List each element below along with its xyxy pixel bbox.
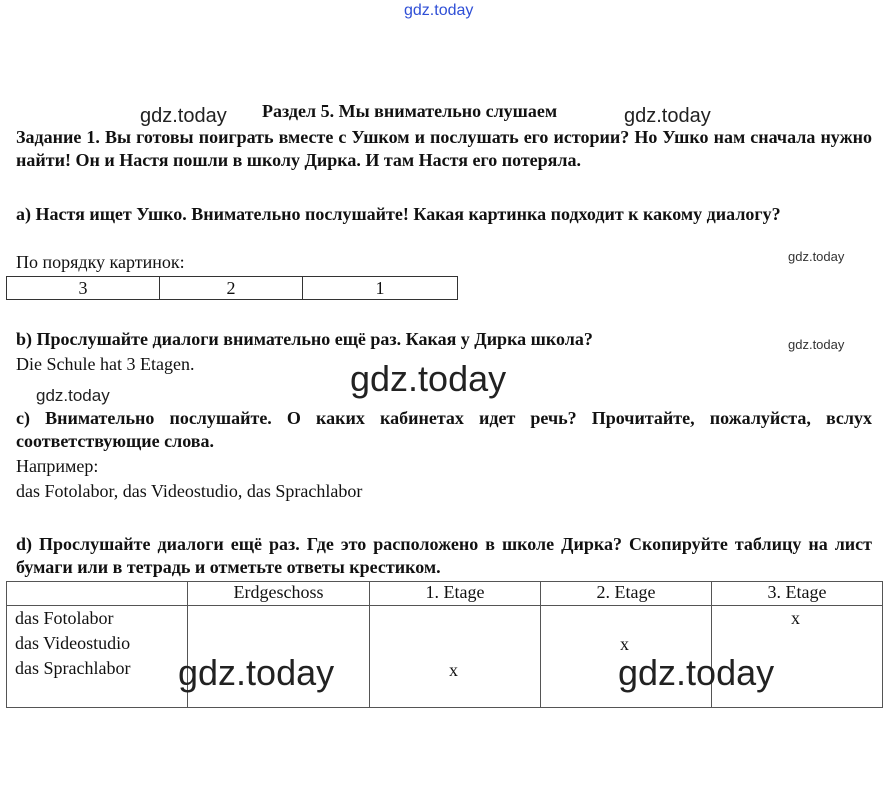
watermark-top: gdz.today: [404, 2, 474, 19]
task-a-question: а) Настя ищет Ушко. Внимательно послушайте! Какая картинка подходит к какому диалогу?: [16, 204, 781, 224]
row-label-videostudio: das Videostudio: [15, 633, 131, 653]
column-header-etage-1: 1. Etage: [370, 582, 541, 606]
row-label-fotolabor: das Fotolabor: [15, 608, 114, 628]
task-d-question: d) Прослушайте диалоги ещё раз. Где это расположено в школе Дирка? Скопируйте таблицу на лист бумаги или в тетрадь и отметьте ответы крестиком.: [16, 534, 872, 577]
mark-videostudio-etage-2: x: [620, 634, 629, 654]
order-cell: 3: [7, 277, 160, 300]
task-c-answer: das Fotolabor, das Videostudio, das Sprachlabor: [16, 481, 363, 501]
column-header-empty: [7, 582, 188, 606]
mark-fotolabor-etage-3: x: [791, 608, 800, 628]
row-labels-cell: [7, 606, 188, 708]
watermark-side-1: gdz.today: [788, 249, 845, 264]
task-b-answer: Die Schule hat 3 Etagen.: [16, 354, 195, 374]
picture-order-table: [6, 276, 458, 300]
task-c-question: c) Внимательно послушайте. О каких кабинетах идет речь? Прочитайте, пожалуйста, вслух соответствующие слова.: [16, 408, 872, 451]
order-cell: 2: [160, 277, 303, 300]
intro-paragraph: Задание 1. Вы готовы поиграть вместе с Ушком и послушать его истории? Но Ушко нам сначала нужно найти! Он и Настя пошли в школу Дирка. И там Настя его потеряла.: [16, 127, 872, 170]
watermark-bottom-left: gdz.today: [178, 652, 335, 693]
column-header-etage-2: 2. Etage: [541, 582, 712, 606]
watermark-mid-left: gdz.today: [36, 386, 110, 405]
watermark-bottom-right: gdz.today: [618, 652, 775, 693]
watermark-side-2: gdz.today: [788, 337, 845, 352]
row-label-sprachlabor: das Sprachlabor: [15, 658, 131, 678]
cell-etage-1: [370, 606, 541, 708]
watermark-header-right: gdz.today: [624, 105, 711, 127]
section-title: Раздел 5. Мы внимательно слушаем: [262, 101, 558, 121]
task-b-question: b) Прослушайте диалоги внимательно ещё раз. Какая у Дирка школа?: [16, 329, 593, 349]
task-a-label: По порядку картинок:: [16, 252, 185, 272]
watermark-big-center: gdz.today: [350, 358, 507, 399]
mark-sprachlabor-etage-1: x: [449, 660, 458, 680]
watermark-header-left: gdz.today: [140, 105, 227, 127]
column-header-etage-3: 3. Etage: [712, 582, 883, 606]
column-header-erdgeschoss: Erdgeschoss: [188, 582, 370, 606]
order-cell: 1: [303, 277, 458, 300]
task-c-example-label: Например:: [16, 456, 99, 476]
